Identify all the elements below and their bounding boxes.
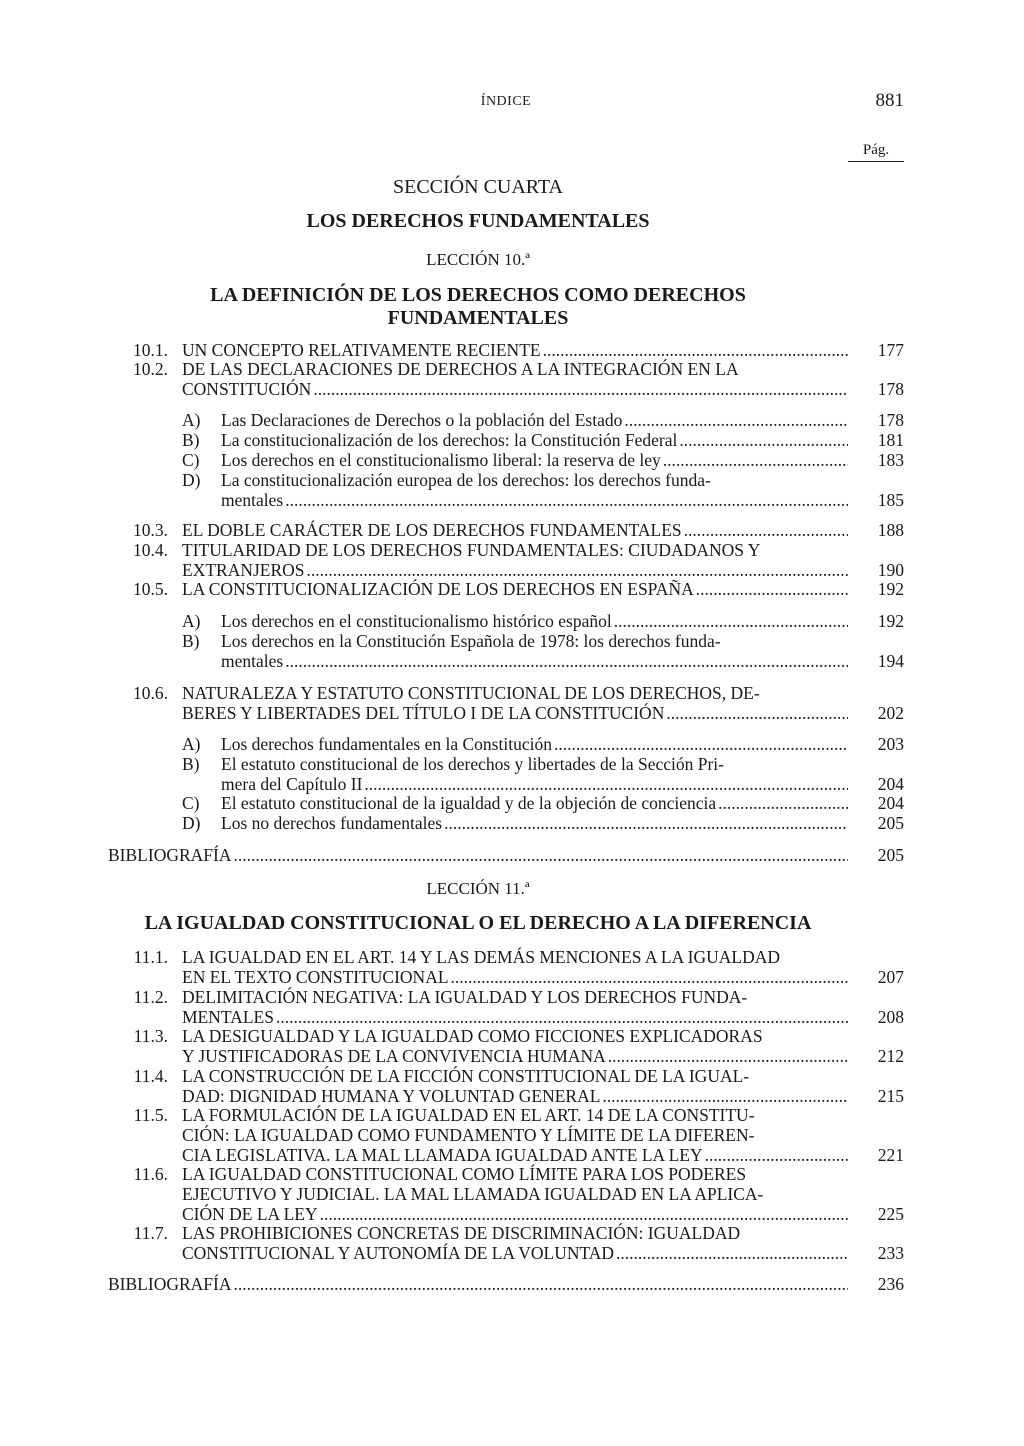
entry-title <box>221 793 848 813</box>
entry-title <box>182 540 848 580</box>
dot-leader <box>285 490 848 510</box>
dot-leader <box>233 845 848 865</box>
entry-title <box>182 1164 848 1224</box>
entry-title <box>221 813 848 833</box>
entry-title <box>182 1066 848 1106</box>
dot-leader <box>718 793 848 813</box>
entry-title-line: UN CONCEPTO RELATIVAMENTE RECIENTE <box>182 340 541 360</box>
entry-page-number: 192 <box>877 611 904 631</box>
entry-last-line <box>221 430 848 450</box>
entry-title-line: LA IGUALDAD CONSTITUCIONAL COMO LÍMITE PARA LOS PODERES <box>182 1164 747 1184</box>
entry-page-number: 177 <box>877 340 904 360</box>
entry-title-line: EJECUTIVO Y JUDICIAL. LA MAL LLAMADA IGUALDAD EN LA APLICA- <box>182 1184 764 1204</box>
lesson-11-title: LA IGUALDAD CONSTITUCIONAL O EL DERECHO A LA DIFERENCIA <box>144 912 812 934</box>
entry-last-line <box>182 579 848 599</box>
entry-last-line <box>182 340 848 360</box>
entry-title <box>221 430 848 450</box>
entry-number: 11.5. <box>133 1105 168 1125</box>
entry-title <box>182 579 848 599</box>
entry-number: B) <box>182 430 200 450</box>
entry-page-number: 207 <box>877 967 904 987</box>
entry-title-line: LA DESIGUALDAD Y LA IGUALDAD COMO FICCIONES EXPLICADORAS <box>182 1026 763 1046</box>
entry-page-number: 221 <box>877 1145 904 1165</box>
entry-page-number: 188 <box>877 520 904 540</box>
entry-number: 11.7. <box>133 1223 168 1243</box>
entry-title-line: mera del Capítulo II <box>221 774 363 794</box>
entry-title-line: Los derechos en el constitucionalismo liberal: la reserva de ley <box>221 450 661 470</box>
entry-page-number: 178 <box>877 410 904 430</box>
entry-last-line <box>182 703 848 723</box>
entry-number: 10.3. <box>133 520 168 540</box>
entry-page-number: 205 <box>877 813 904 833</box>
entry-last-line <box>182 1007 848 1027</box>
running-title: ÍNDICE <box>480 94 532 109</box>
entry-title-line: LAS PROHIBICIONES CONCRETAS DE DISCRIMINACIÓN: IGUALDAD <box>182 1223 741 1243</box>
entry-title <box>182 520 848 540</box>
entry-number: A) <box>182 611 201 631</box>
entry-title-line: DELIMITACIÓN NEGATIVA: LA IGUALDAD Y LOS DERECHOS FUNDA- <box>182 987 748 1007</box>
section-title: SECCIÓN CUARTA <box>393 176 563 198</box>
entry-title-line: LA FORMULACIÓN DE LA IGUALDAD EN EL ART. 14 DE LA CONSTITU- <box>182 1105 755 1125</box>
entry-last-line <box>221 813 848 833</box>
section-subtitle: LOS DERECHOS FUNDAMENTALES <box>306 210 650 232</box>
entry-page-number: 192 <box>877 579 904 599</box>
entry-page-number: 205 <box>877 845 904 865</box>
entry-page-number: 183 <box>877 450 904 470</box>
entry-title <box>221 410 848 430</box>
entry-last-line <box>108 845 848 865</box>
dot-leader <box>320 1204 848 1224</box>
entry-title-line: LA CONSTRUCCIÓN DE LA FICCIÓN CONSTITUCIONAL DE LA IGUAL- <box>182 1066 750 1086</box>
entry-number: 11.6. <box>133 1164 168 1184</box>
entry-number: D) <box>182 813 201 833</box>
entry-title <box>221 734 848 754</box>
entry-last-line <box>182 1046 848 1066</box>
entry-title <box>108 845 848 865</box>
entry-title-line: LA IGUALDAD EN EL ART. 14 Y LAS DEMÁS MENCIONES A LA IGUALDAD <box>182 947 780 967</box>
dot-leader <box>684 520 848 540</box>
dot-leader <box>364 774 848 794</box>
dot-leader <box>451 967 848 987</box>
entry-title-line: CONSTITUCIONAL Y AUTONOMÍA DE LA VOLUNTAD <box>182 1243 615 1263</box>
entry-title-line: Los derechos en el constitucionalismo histórico español <box>221 611 612 631</box>
entry-title-line: BERES Y LIBERTADES DEL TÍTULO I DE LA CONSTITUCIÓN <box>182 703 665 723</box>
entry-title-line: CIÓN DE LA LEY <box>182 1204 318 1224</box>
dot-leader <box>313 379 848 399</box>
entry-page-number: 202 <box>877 703 904 723</box>
entry-title-line: mentales <box>221 651 284 671</box>
dot-leader <box>616 1243 848 1263</box>
entry-number: B) <box>182 754 200 774</box>
lesson-10-title-line-1: LA DEFINICIÓN DE LOS DERECHOS COMO DERECHOS <box>210 284 746 306</box>
dot-leader <box>602 1086 848 1106</box>
entry-last-line <box>221 774 848 794</box>
entry-number: C) <box>182 450 200 470</box>
dot-leader <box>444 813 848 833</box>
entry-page-number: 233 <box>877 1243 904 1263</box>
entry-title <box>182 1223 848 1263</box>
entry-page-number: 215 <box>877 1086 904 1106</box>
entry-title <box>182 947 848 987</box>
dot-leader <box>624 410 848 430</box>
entry-last-line <box>221 490 848 510</box>
dot-leader <box>554 734 848 754</box>
entry-page-number: 208 <box>877 1007 904 1027</box>
entry-page-number: 212 <box>877 1046 904 1066</box>
entry-last-line <box>221 410 848 430</box>
entry-title <box>221 754 848 794</box>
entry-last-line <box>221 450 848 470</box>
entry-title-line: LA CONSTITUCIONALIZACIÓN DE LOS DERECHOS EN ESPAÑA <box>182 579 694 599</box>
entry-last-line <box>182 1145 848 1165</box>
entry-title <box>221 470 848 510</box>
entry-number: 10.6. <box>133 683 168 703</box>
entry-last-line <box>221 793 848 813</box>
entry-last-line <box>182 1204 848 1224</box>
entry-title <box>182 359 848 399</box>
entry-title-line: BIBLIOGRAFÍA <box>108 1274 232 1294</box>
entry-number: A) <box>182 410 201 430</box>
entry-last-line <box>182 560 848 580</box>
entry-number: C) <box>182 793 200 813</box>
entry-title-line: DAD: DIGNIDAD HUMANA Y VOLUNTAD GENERAL <box>182 1086 601 1106</box>
entry-title <box>182 340 848 360</box>
dot-leader <box>276 1007 848 1027</box>
dot-leader <box>285 651 848 671</box>
entry-last-line <box>182 520 848 540</box>
lesson-10-label: LECCIÓN 10.ª <box>426 250 530 269</box>
entry-last-line <box>221 734 848 754</box>
dot-leader <box>307 560 848 580</box>
entry-title-line: CIÓN: LA IGUALDAD COMO FUNDAMENTO Y LÍMITE DE LA DIFEREN- <box>182 1125 755 1145</box>
entry-last-line <box>182 1243 848 1263</box>
entry-title-line: NATURALEZA Y ESTATUTO CONSTITUCIONAL DE LOS DERECHOS, DE- <box>182 683 760 703</box>
entry-page-number: 185 <box>877 490 904 510</box>
running-header <box>108 90 904 116</box>
entry-title-line: TITULARIDAD DE LOS DERECHOS FUNDAMENTALES: CIUDADANOS Y <box>182 540 761 560</box>
entry-title <box>221 611 848 631</box>
entry-number: 11.1. <box>133 947 168 967</box>
lesson-11-label: LECCIÓN 11.ª <box>426 879 530 898</box>
entry-number: 11.4. <box>133 1066 168 1086</box>
entry-number: 11.3. <box>133 1026 168 1046</box>
entry-number: 10.1. <box>133 340 168 360</box>
entry-title-line: La constitucionalización europea de los derechos: los derechos funda- <box>221 470 711 490</box>
entry-title <box>221 631 848 671</box>
entry-number: D) <box>182 470 201 490</box>
entry-title-line: BIBLIOGRAFÍA <box>108 845 232 865</box>
page-number: 881 <box>875 90 904 111</box>
dot-leader <box>679 430 848 450</box>
entry-title <box>108 1274 848 1294</box>
entry-last-line <box>108 1274 848 1294</box>
entry-number: A) <box>182 734 201 754</box>
dot-leader <box>608 1046 848 1066</box>
entry-page-number: 190 <box>877 560 904 580</box>
entry-page-number: 203 <box>877 734 904 754</box>
entry-page-number: 178 <box>877 379 904 399</box>
entry-last-line <box>182 1086 848 1106</box>
entry-last-line <box>221 611 848 631</box>
entry-title-line: mentales <box>221 490 284 510</box>
entry-page-number: 194 <box>877 651 904 671</box>
entry-last-line <box>221 651 848 671</box>
entry-page-number: 204 <box>877 774 904 794</box>
dot-leader <box>614 611 848 631</box>
entry-title-line: MENTALES <box>182 1007 274 1027</box>
entry-page-number: 181 <box>877 430 904 450</box>
entry-title-line: DE LAS DECLARACIONES DE DERECHOS A LA INTEGRACIÓN EN LA <box>182 359 739 379</box>
entry-title <box>182 1105 848 1165</box>
entry-title-line: Los no derechos fundamentales <box>221 813 443 833</box>
entry-title <box>182 683 848 723</box>
entry-title-line: Los derechos en la Constitución Española de 1978: los derechos funda- <box>221 631 721 651</box>
dot-leader <box>233 1274 848 1294</box>
entry-last-line <box>182 967 848 987</box>
entry-title <box>182 1026 848 1066</box>
entry-title-line: Y JUSTIFICADORAS DE LA CONVIVENCIA HUMANA <box>182 1046 606 1066</box>
entry-title-line: CONSTITUCIÓN <box>182 379 312 399</box>
entry-title-line: EXTRANJEROS <box>182 560 305 580</box>
dot-leader <box>666 703 848 723</box>
entry-page-number: 204 <box>877 793 904 813</box>
page-column-label: Pág. <box>848 142 904 162</box>
entry-title-line: El estatuto constitucional de los derechos y libertades de la Sección Pri- <box>221 754 724 774</box>
dot-leader <box>696 579 848 599</box>
entry-title-line: Los derechos fundamentales en la Constitución <box>221 734 552 754</box>
entry-number: 11.2. <box>133 987 168 1007</box>
entry-title <box>182 987 848 1027</box>
entry-title-line: Las Declaraciones de Derechos o la población del Estado <box>221 410 623 430</box>
entry-number: 10.4. <box>133 540 168 560</box>
entry-number: 10.2. <box>133 359 168 379</box>
dot-leader <box>663 450 848 470</box>
entry-page-number: 236 <box>877 1274 904 1294</box>
entry-title-line: El estatuto constitucional de la igualdad y de la objeción de conciencia <box>221 793 717 813</box>
entry-title-line: EL DOBLE CARÁCTER DE LOS DERECHOS FUNDAMENTALES <box>182 520 682 540</box>
entry-number: 10.5. <box>133 579 168 599</box>
entry-title-line: La constitucionalización de los derechos: la Constitución Federal <box>221 430 678 450</box>
entry-title-line: CIA LEGISLATIVA. LA MAL LLAMADA IGUALDAD ANTE LA LEY <box>182 1145 703 1165</box>
entry-number: B) <box>182 631 200 651</box>
entry-title-line: EN EL TEXTO CONSTITUCIONAL <box>182 967 449 987</box>
dot-leader <box>705 1145 848 1165</box>
lesson-10-title-line-2: FUNDAMENTALES <box>387 307 569 329</box>
entry-page-number: 225 <box>877 1204 904 1224</box>
dot-leader <box>543 340 848 360</box>
entry-last-line <box>182 379 848 399</box>
entry-title <box>221 450 848 470</box>
